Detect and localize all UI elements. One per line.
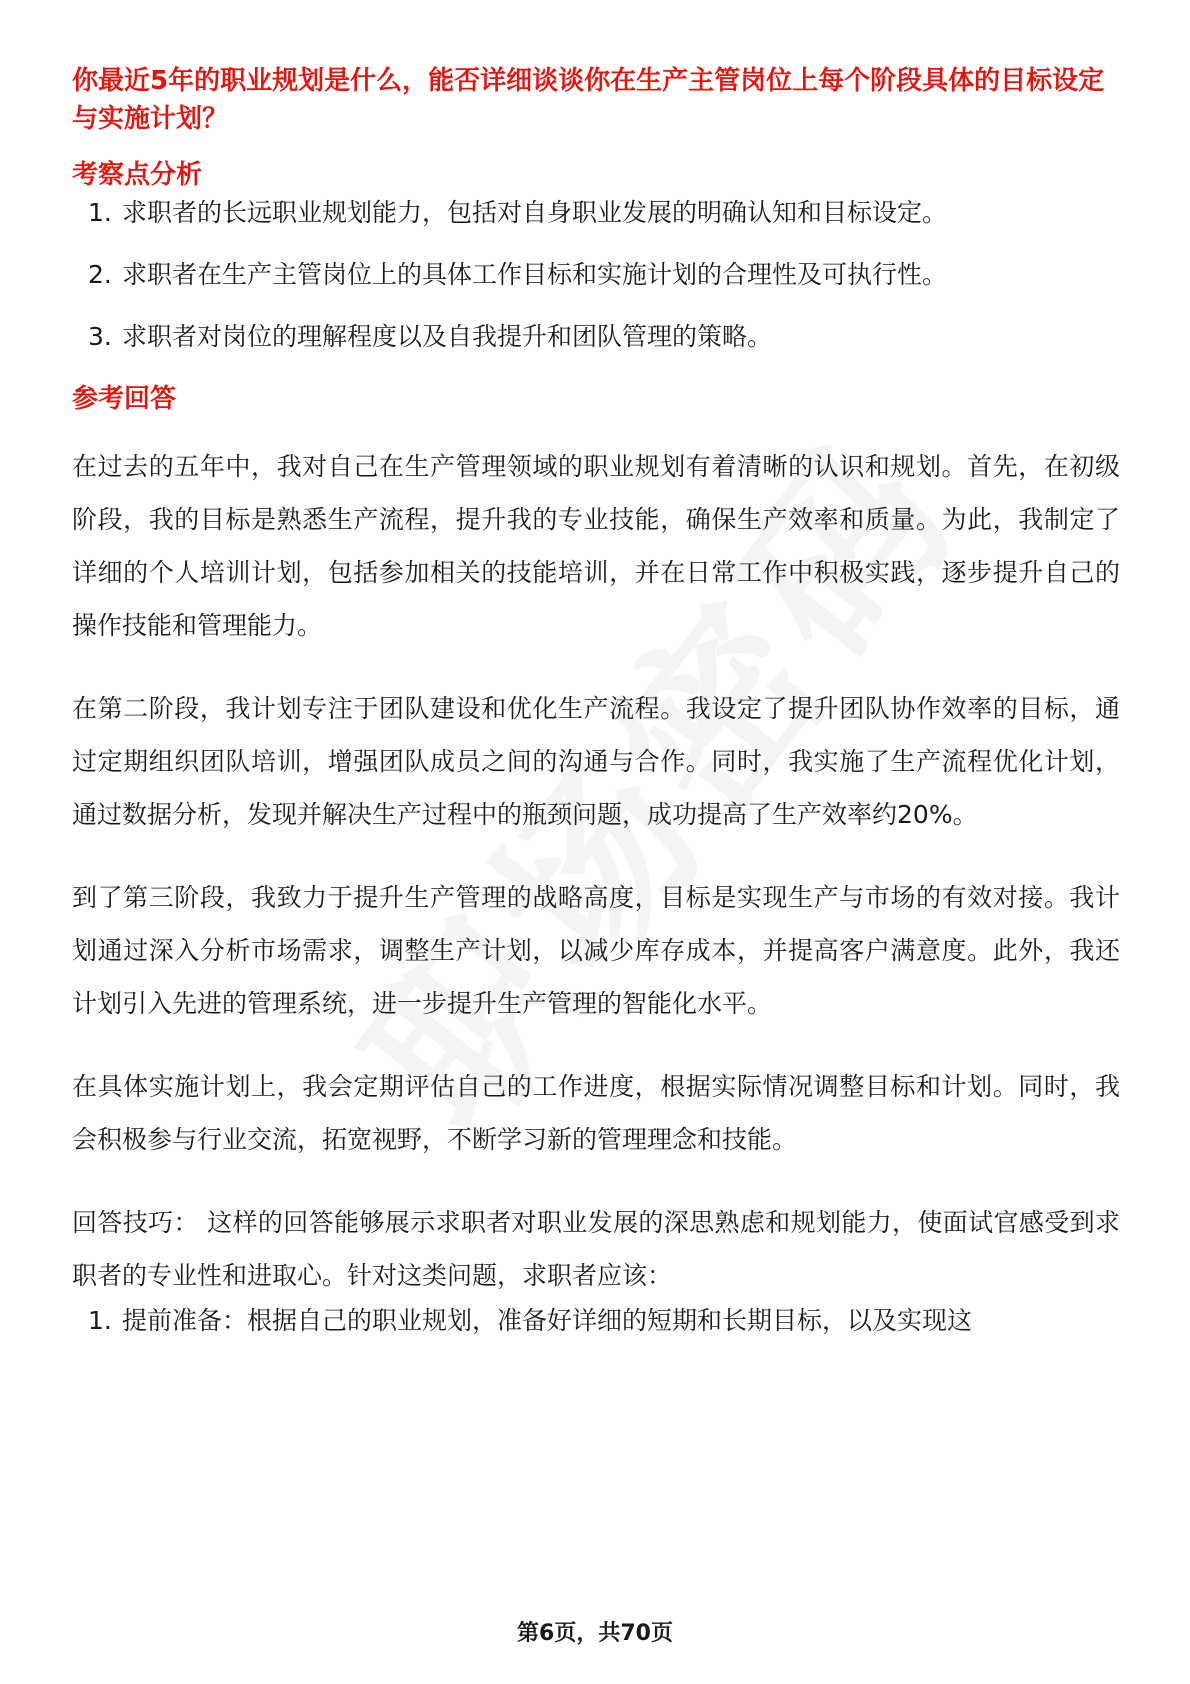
tips-list [72,1302,1120,1340]
list-number: 1. [88,1306,112,1335]
list-item [72,318,1120,356]
page-content [72,62,1120,1364]
answer-heading: 参考回答 [72,384,177,414]
analysis-heading: 考察点分析 [72,160,203,190]
list-item [72,194,1120,232]
answer-paragraph: 在过去的五年中，我对自己在生产管理领域的职业规划有着清晰的认识和规划。首先，在初级阶段，我的目标是熟悉生产流程，提升我的专业技能，确保生产效率和质量。为此，我制定了详细的个人培训计划，包括参加相关的技能培训，并在日常工作中积极实践，逐步提升自己的操作技能和管理能力。 [72,452,1120,640]
list-number: 1. [88,198,112,227]
list-text: 求职者对岗位的理解程度以及自我提升和团队管理的策略。 [122,322,773,351]
answer-tips-paragraph: 回答技巧： 这样的回答能够展示求职者对职业发展的深思熟虑和规划能力，使面试官感受到求职者的专业性和进取心。针对这类问题，求职者应该： [72,1208,1120,1290]
answer-paragraph: 在第二阶段，我计划专注于团队建设和优化生产流程。我设定了提升团队协作效率的目标，通过定期组织团队培训，增强团队成员之间的沟通与合作。同时，我实施了生产流程优化计划，通过数据分析，发现并解决生产过程中的瓶颈问题，成功提高了生产效率约20%。 [72,694,1120,829]
list-text: 提前准备：根据自己的职业规划，准备好详细的短期和长期目标，以及实现这 [122,1306,973,1335]
page-number: 第6页，共70页 [517,1621,673,1646]
list-text: 求职者在生产主管岗位上的具体工作目标和实施计划的合理性及可执行性。 [122,260,948,289]
list-text: 求职者的长远职业规划能力，包括对自身职业发展的明确认知和目标设定。 [122,198,948,227]
list-item [72,256,1120,294]
interview-question: 你最近5年的职业规划是什么，能否详细谈谈你在生产主管岗位上每个阶段具体的目标设定与实施计划？ [72,66,1105,134]
list-number: 2. [88,260,112,289]
list-item [72,1302,1120,1340]
list-number: 3. [88,322,112,351]
analysis-list [72,194,1120,356]
answer-paragraph: 在具体实施计划上，我会定期评估自己的工作进度，根据实际情况调整目标和计划。同时，我会积极参与行业交流，拓宽视野，不断学习新的管理理念和技能。 [72,1072,1120,1154]
answer-paragraph: 到了第三阶段，我致力于提升生产管理的战略高度，目标是实现生产与市场的有效对接。我计划通过深入分析市场需求，调整生产计划，以减少库存成本，并提高客户满意度。此外，我还计划引入先进的管理系统，进一步提升生产管理的智能化水平。 [72,883,1120,1018]
